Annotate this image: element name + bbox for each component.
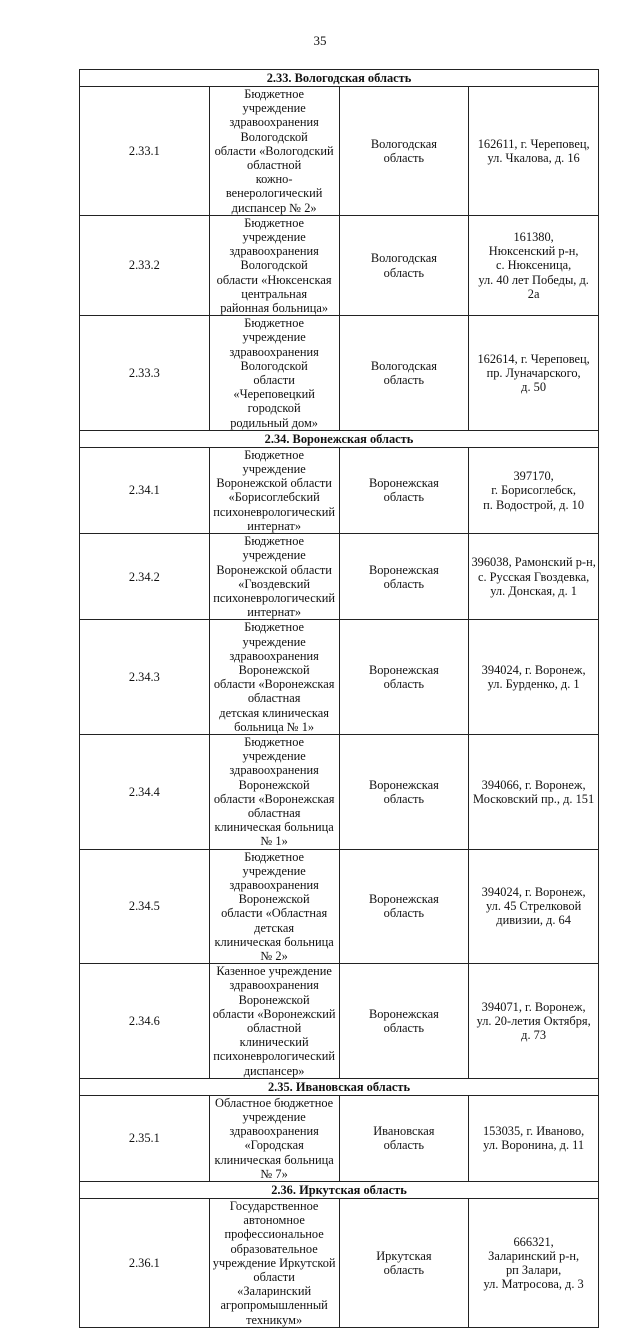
institution-name (209, 964, 339, 1079)
region-line: Ивановская (373, 1124, 435, 1139)
address-line: ул. 20-летия Октября, (476, 1013, 591, 1028)
address (469, 534, 599, 620)
section-header-row (80, 1078, 599, 1095)
address (469, 964, 599, 1079)
institution-name (209, 534, 339, 620)
institution-name (209, 447, 339, 533)
region-line: Воронежская (368, 777, 439, 792)
region (339, 87, 469, 216)
entry-number: 2.33.3 (80, 316, 210, 431)
page-number: 35 (313, 33, 327, 48)
address-line: Заларинский р-н, (488, 1248, 580, 1263)
entry-number: 2.34.6 (80, 964, 210, 1079)
region-line: область (383, 490, 425, 505)
institutions-table (79, 69, 599, 1328)
institution-name-line: области «Областная детская (221, 906, 328, 935)
address-line: 394066, г. Воронеж, (481, 777, 586, 792)
institution-name-line: кожно-венерологический (225, 172, 323, 201)
region (339, 964, 469, 1079)
institution-name-line: здравоохранения Вологодской (229, 344, 319, 373)
address-line: ул. 45 Стрелковой (486, 899, 582, 914)
institution-name-line: Бюджетное учреждение (242, 316, 306, 345)
institution-name-line: области «Череповецкий городской (233, 373, 315, 416)
institution-name-line: районная больница» (220, 301, 329, 316)
address (469, 1095, 599, 1181)
institution-name (209, 316, 339, 431)
institution-name-line: здравоохранения Воронежской (229, 877, 319, 907)
section-header-row (80, 430, 599, 447)
region-line: Вологодская (370, 358, 437, 373)
institution-name-line: здравоохранения Воронежской (229, 648, 319, 677)
region (339, 620, 469, 735)
institution-name-line: профессиональное образовательное (224, 1227, 324, 1256)
region-line: область (383, 1138, 425, 1153)
entry-number: 2.36.1 (80, 1199, 210, 1328)
entry-number: 2.35.1 (80, 1095, 210, 1181)
section-title: 2.35. Ивановская область (80, 1078, 599, 1095)
institution-name-line: техникум» (246, 1312, 303, 1327)
table-row (80, 447, 599, 533)
section-title: 2.36. Иркутская область (80, 1182, 599, 1199)
address-line: с. Русская Гвоздевка, (477, 569, 590, 584)
table-row (80, 316, 599, 431)
address-line: 394024, г. Воронеж, (481, 662, 586, 677)
institution-name-line: Воронежской области (216, 476, 332, 491)
institution-name-line: здравоохранения Воронежской (229, 763, 319, 792)
address-line: ул. Донская, д. 1 (490, 583, 577, 598)
institution-name-line: Бюджетное учреждение (242, 620, 306, 649)
table-row (80, 964, 599, 1079)
institution-name-line: области «Вологодский областной (214, 143, 334, 173)
region-line: область (383, 1262, 425, 1277)
region (339, 215, 469, 315)
table-row (80, 1095, 599, 1181)
region-line: Иркутская (376, 1248, 432, 1263)
address-line: Московский пр., д. 151 (473, 791, 595, 806)
institution-name-line: Бюджетное учреждение (242, 734, 306, 764)
region (339, 849, 469, 964)
region-line: Воронежская (368, 1006, 439, 1021)
address (469, 620, 599, 735)
institution-name-line: здравоохранения «Городская (229, 1124, 319, 1153)
institution-name-line: клиническая больница № 1» (214, 820, 334, 849)
entry-number: 2.33.1 (80, 87, 210, 216)
institution-name-line: детская клиническая больница № 1» (219, 705, 329, 734)
institution-name-line: Бюджетное учреждение (242, 215, 306, 245)
institution-name-line: Воронежской области «Гвоздевский (216, 562, 332, 591)
institution-name-line: области «Нюксенская центральная (216, 272, 332, 301)
region-line: Воронежская (368, 476, 439, 491)
address-line: 162611, г. Череповец, (477, 136, 590, 151)
address-line: г. Борисоглебск, (491, 483, 577, 498)
institution-name (209, 1095, 339, 1181)
institution-name-line: области «Воронежская областная (213, 677, 335, 706)
address-line: 162614, г. Череповец, (477, 351, 590, 366)
table-row (80, 734, 599, 849)
region (339, 1095, 469, 1181)
address-line: ул. Матросова, д. 3 (483, 1277, 584, 1292)
section-title: 2.34. Воронежская область (80, 430, 599, 447)
region (339, 447, 469, 533)
institution-name-line: клиническая больница № 2» (214, 934, 334, 963)
institution-name (209, 215, 339, 315)
institution-name-line: психоневрологический интернат» (213, 504, 336, 533)
region-line: область (383, 791, 425, 806)
address (469, 849, 599, 964)
address-line: д. 50 (521, 380, 547, 395)
table-row (80, 620, 599, 735)
region-line: область (383, 150, 425, 165)
address-line: 396038, Рамонский р-н, (471, 555, 596, 570)
institution-name-line: области «Воронежский областной (212, 1006, 336, 1035)
institution-name-line: области «Воронежская областная (213, 791, 335, 820)
institution-name-line: Областное бюджетное учреждение (215, 1095, 334, 1125)
institution-name (209, 620, 339, 735)
address-line: дивизии, д. 64 (496, 913, 571, 928)
region-line: область (383, 1021, 425, 1035)
region-line: Вологодская (370, 251, 437, 266)
region-line: область (383, 576, 425, 591)
entry-number: 2.34.3 (80, 620, 210, 735)
institution-name-line: «Борисоглебский (228, 490, 320, 505)
institution-name-line: Бюджетное учреждение (242, 87, 306, 116)
address-line: Нюксенский р-н, (488, 244, 579, 259)
institution-name-line: Бюджетное учреждение (242, 534, 306, 563)
region (339, 316, 469, 431)
address-line: 394071, г. Воронеж, (481, 999, 586, 1014)
institution-name-line: учреждение Иркутской области (212, 1255, 336, 1285)
region-line: Воронежская (368, 562, 439, 577)
table-row (80, 215, 599, 315)
region (339, 734, 469, 849)
section-header-row (80, 1182, 599, 1199)
address-line: ул. Бурденко, д. 1 (487, 677, 580, 692)
address-line: ул. Воронина, д. 11 (483, 1138, 585, 1153)
address-line: 161380, (513, 230, 554, 245)
region (339, 534, 469, 620)
address (469, 1199, 599, 1328)
institution-name-line: Государственное автономное (229, 1199, 319, 1228)
table-row (80, 534, 599, 620)
region-line: область (383, 265, 425, 280)
institution-name-line: клинический (239, 1035, 309, 1050)
address-line: ул. 40 лет Победы, д. 2а (478, 272, 589, 301)
institution-name-line: здравоохранения Воронежской (229, 978, 319, 1007)
entry-number: 2.33.2 (80, 215, 210, 315)
region-line: Вологодская (370, 136, 437, 151)
address (469, 447, 599, 533)
address-line: д. 73 (521, 1028, 547, 1043)
region (339, 1199, 469, 1328)
address (469, 215, 599, 315)
institution-name-line: клиническая больница № 7» (214, 1152, 334, 1181)
institution-name (209, 734, 339, 849)
section-header-row (80, 70, 599, 87)
institution-name-line: Казенное учреждение (216, 964, 332, 979)
address (469, 316, 599, 431)
region-line: область (383, 906, 425, 921)
institution-name-line: психоневрологический диспансер» (213, 1049, 336, 1078)
institution-name-line: психоневрологический интернат» (213, 590, 336, 620)
address-line: 666321, (513, 1234, 554, 1249)
address-line: с. Нюксеница, (495, 258, 572, 273)
section-title: 2.33. Вологодская область (80, 70, 599, 87)
address-line: пр. Луначарского, (486, 365, 581, 380)
region-line: область (383, 373, 425, 388)
region-line: область (383, 677, 425, 692)
address-line: ул. Чкалова, д. 16 (487, 150, 580, 165)
institution-name-line: здравоохранения Вологодской (229, 115, 319, 144)
address-line: п. Водострой, д. 10 (483, 497, 585, 512)
region-line: Воронежская (368, 892, 439, 907)
institution-name-line: родильный дом» (230, 415, 319, 430)
institution-name (209, 1199, 339, 1328)
address-line: 397170, (513, 469, 554, 484)
entry-number: 2.34.2 (80, 534, 210, 620)
address-line: 394024, г. Воронеж, (481, 885, 586, 900)
address-line: рп Залари, (505, 1262, 562, 1277)
institution-name-line: здравоохранения Вологодской (229, 244, 319, 273)
institution-name-line: «Заларинский агропромышленный (220, 1284, 328, 1313)
address (469, 734, 599, 849)
entry-number: 2.34.1 (80, 447, 210, 533)
entry-number: 2.34.4 (80, 734, 210, 849)
institution-name-line: Бюджетное учреждение (242, 447, 306, 477)
table-row (80, 87, 599, 216)
entry-number: 2.34.5 (80, 849, 210, 964)
region-line: Воронежская (368, 662, 439, 677)
address-line: 153035, г. Иваново, (482, 1124, 585, 1139)
table-row (80, 849, 599, 964)
table-row (80, 1199, 599, 1328)
address (469, 87, 599, 216)
institution-name-line: Бюджетное учреждение (242, 849, 306, 878)
institution-name-line: диспансер № 2» (231, 200, 317, 215)
institution-name (209, 849, 339, 964)
institution-name (209, 87, 339, 216)
